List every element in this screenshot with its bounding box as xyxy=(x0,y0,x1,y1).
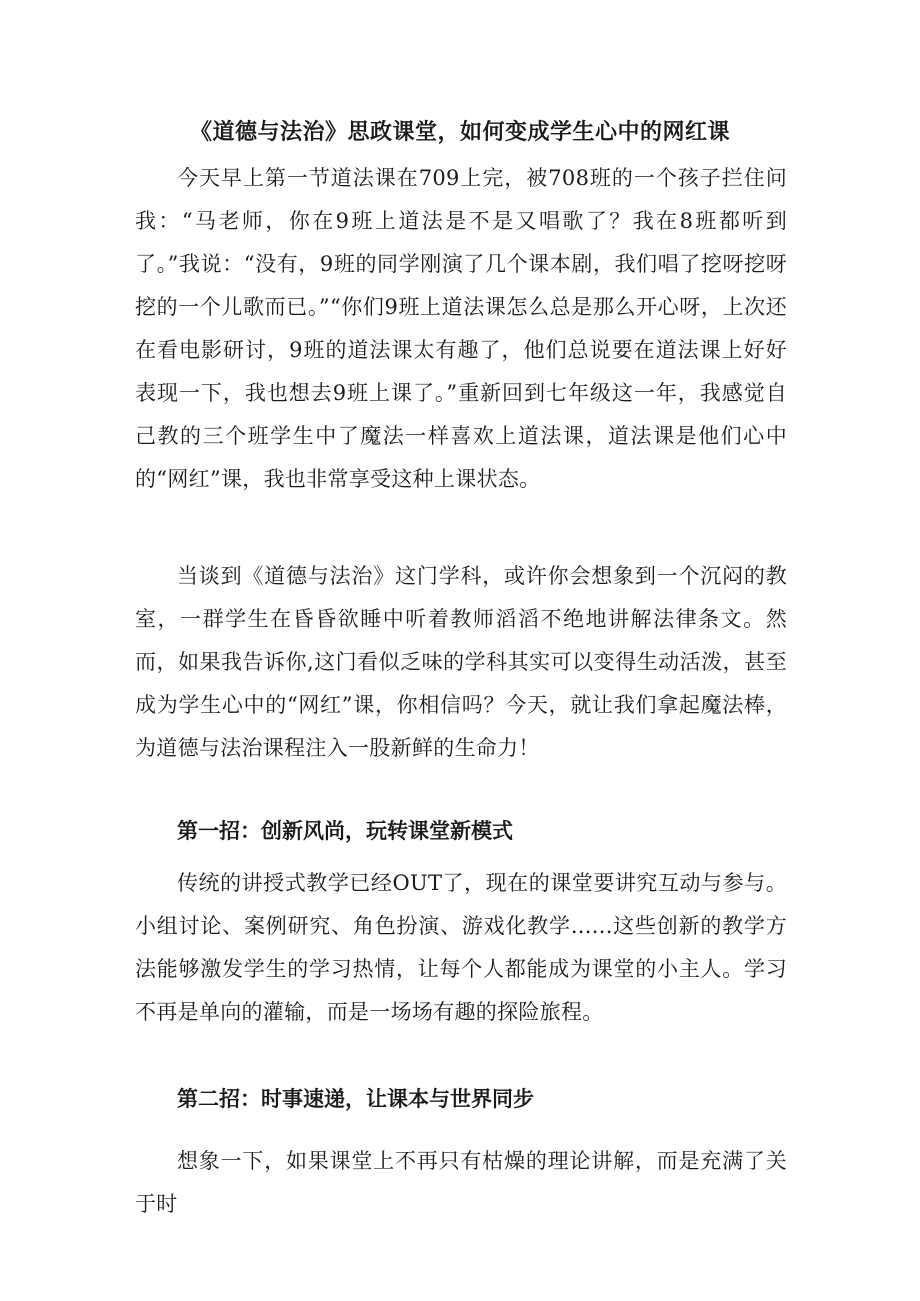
section-heading-1: 第一招：创新风尚，玩转课堂新模式 xyxy=(177,819,513,843)
paragraph-context: 当谈到《道德与法治》这门学科，或许你会想象到一个沉闷的教室，一群学生在昏昏欲睡中听着教师滔滔不绝地讲解法律条文。然而，如果我告诉你,这门看似乏味的学科其实可以变得生动活泼，甚至成为学生心中的“网红”课，你相信吗？今天，就让我们拿起魔法棒，为道德与法治课程注入一股新鲜的生命力！ xyxy=(135,564,787,760)
paragraph-section-2: 想象一下，如果课堂上不再只有枯燥的理论讲解，而是充满了关于时 xyxy=(135,1149,787,1216)
document-title: 《道德与法治》思政课堂，如何变成学生心中的网红课 xyxy=(189,120,730,145)
paragraph-intro: 今天早上第一节道法课在709上完，被708班的一个孩子拦住问我：“马老师，你在9班上道法是不是又唱歌了？我在8班都听到了。”我说：“没有，9班的同学刚演了几个课本剧，我们唱了挖呀挖呀挖的一个儿歌而已。”“你们9班上道法课怎么总是那么开心呀，上次还在看电影研讨，9班的道法课太有趣了，他们总说要在道法课上好好表现一下，我也想去9班上课了。”重新回到七年级这一年，我感觉自己教的三个班学生中了魔法一样喜欢上道法课，道法课是他们心中的“网红”课，我也非常享受这种上课状态。 xyxy=(135,166,787,491)
paragraph-section-1: 传统的讲授式教学已经OUT了，现在的课堂要讲究互动与参与。小组讨论、案例研究、角色扮演、游戏化教学......这些创新的教学方法能够激发学生的学习热情，让每个人都能成为课堂的小主人。学习不再是单向的灌输，而是一场场有趣的探险旅程。 xyxy=(135,871,787,1024)
section-heading-2: 第二招：时事速递，让课本与世界同步 xyxy=(177,1087,534,1111)
